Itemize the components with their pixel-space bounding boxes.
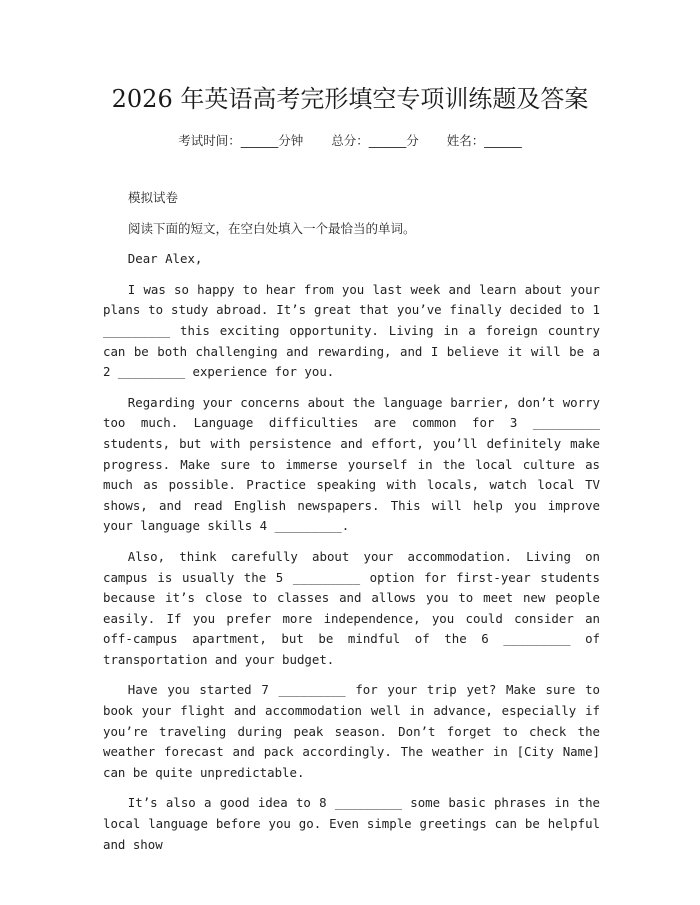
document-title: 2026 年英语高考完形填空专项训练题及答案: [111, 85, 589, 113]
salutation: Dear Alex,: [127, 251, 203, 267]
instruction-text: 阅读下面的短文，在空白处填入一个最恰当的单词。: [128, 220, 416, 236]
paragraph-1: I was so happy to hear from you last week and learn about your plans to study abroad. It’s great that you’ve finally decided to 1 _________ this exciting opportunity. Living in a foreign country can be both challenging and rewarding, and I believe it will be a 2 _________ experience for you.: [103, 281, 600, 380]
exam-meta: [0, 132, 700, 150]
section-label: 模拟试卷: [128, 190, 179, 205]
paragraph-5: It’s also a good idea to 8 _________ some basic phrases in the local language before you go. Even simple greetings can be helpful and show: [103, 795, 600, 852]
exam-time-field: 考试时间：______分钟: [178, 133, 304, 148]
total-score-field: 总分：______分: [331, 133, 419, 148]
document-body: [103, 188, 600, 865]
paragraph-3: Also, think carefully about your accommodation. Living on campus is usually the 5 _________ option for first-year students because it’s close to classes and allows you to meet new people easily. If you prefer more independence, you could consider an off-campus apartment, but be mindful of the 6 _________ of transportation and your budget.: [103, 548, 600, 667]
paragraph-4: Have you started 7 _________ for your trip yet? Make sure to book your flight and accommodation well in advance, especially if you’re traveling during peak season. Don’t forget to check the weather forecast and pack accordingly. The weather in [City Name] can be quite unpredictable.: [103, 682, 600, 780]
paragraph-2: Regarding your concerns about the language barrier, don’t worry too much. Language difficulties are common for 3 _________ students, but with persistence and effort, you’ll definitely make progress. Make sure to immerse yourself in the local culture as much as possible. Practice speaking with locals, watch local TV shows, and read English newspapers. This will help you improve your language skills 4 _________.: [103, 394, 600, 534]
student-name-field: 姓名：______: [446, 133, 522, 148]
